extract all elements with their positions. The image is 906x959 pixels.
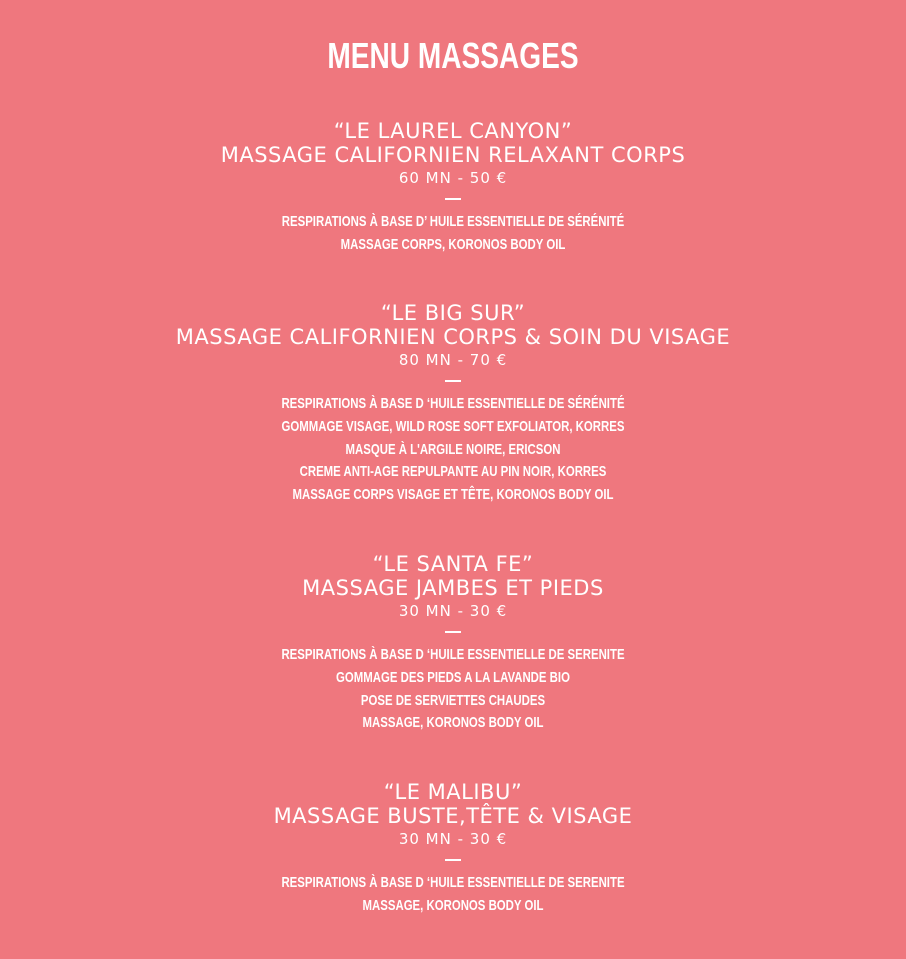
- treatment-item: CREME ANTI-AGE REPULPANTE AU PIN NOIR, KORRES: [299, 463, 607, 481]
- treatment-item: MASSAGE CORPS VISAGE ET TÊTE, KORONOS BODY OIL: [292, 486, 614, 504]
- treatment-list: [0, 393, 906, 507]
- massage-subtitle: MASSAGE BUSTE,TÊTE & VISAGE: [273, 804, 633, 828]
- massage-section-big-sur: [0, 301, 906, 507]
- massage-section-santa-fe: [0, 552, 906, 735]
- treatment-item: RESPIRATIONS À BASE D ‘HUILE ESSENTIELLE DE SERENITE: [281, 646, 625, 663]
- massage-subtitle: MASSAGE CALIFORNIEN CORPS & SOIN DU VISAGE: [175, 325, 731, 349]
- divider: [445, 859, 461, 861]
- massage-section-laurel-canyon: [0, 119, 906, 257]
- treatment-list: [0, 211, 906, 257]
- massage-name: “LE BIG SUR”: [380, 301, 526, 325]
- treatment-item: RESPIRATIONS À BASE D ‘HUILE ESSENTIELLE DE SÉRÉNITÉ: [281, 395, 625, 412]
- massage-subtitle: MASSAGE JAMBES ET PIEDS: [302, 576, 604, 600]
- treatment-item: RESPIRATIONS À BASE D’ HUILE ESSENTIELLE DE SÉRÉNITÉ: [281, 213, 625, 230]
- massage-name: “LE MALIBU”: [383, 780, 523, 804]
- page-title: MENU MASSAGES: [327, 35, 579, 76]
- treatment-item: MASQUE À L'ARGILE NOIRE, ERICSON: [345, 440, 561, 458]
- treatment-item: MASSAGE CORPS, KORONOS BODY OIL: [340, 235, 566, 253]
- treatment-item: MASSAGE, KORONOS BODY OIL: [362, 714, 544, 732]
- treatment-item: MASSAGE, KORONOS BODY OIL: [362, 896, 544, 914]
- divider: [445, 198, 461, 200]
- massage-price: 30 MN - 30 €: [398, 830, 508, 848]
- massage-section-malibu: [0, 780, 906, 918]
- treatment-item: GOMMAGE DES PIEDS A LA LAVANDE BIO: [336, 668, 570, 686]
- treatment-item: POSE DE SERVIETTES CHAUDES: [360, 691, 546, 709]
- massage-price: 80 MN - 70 €: [398, 351, 508, 369]
- massage-name: “LE LAUREL CANYON”: [333, 119, 573, 143]
- massage-subtitle: MASSAGE CALIFORNIEN RELAXANT CORPS: [220, 143, 686, 167]
- treatment-list: [0, 872, 906, 918]
- divider: [445, 380, 461, 382]
- divider: [445, 631, 461, 633]
- treatment-item: RESPIRATIONS À BASE D ‘HUILE ESSENTIELLE DE SERENITE: [281, 874, 625, 891]
- massage-name: “LE SANTA FE”: [372, 552, 534, 576]
- treatment-list: [0, 644, 906, 735]
- treatment-item: GOMMAGE VISAGE, WILD ROSE SOFT EXFOLIATOR, KORRES: [281, 417, 625, 435]
- massage-price: 60 MN - 50 €: [398, 169, 508, 187]
- massage-price: 30 MN - 30 €: [398, 602, 508, 620]
